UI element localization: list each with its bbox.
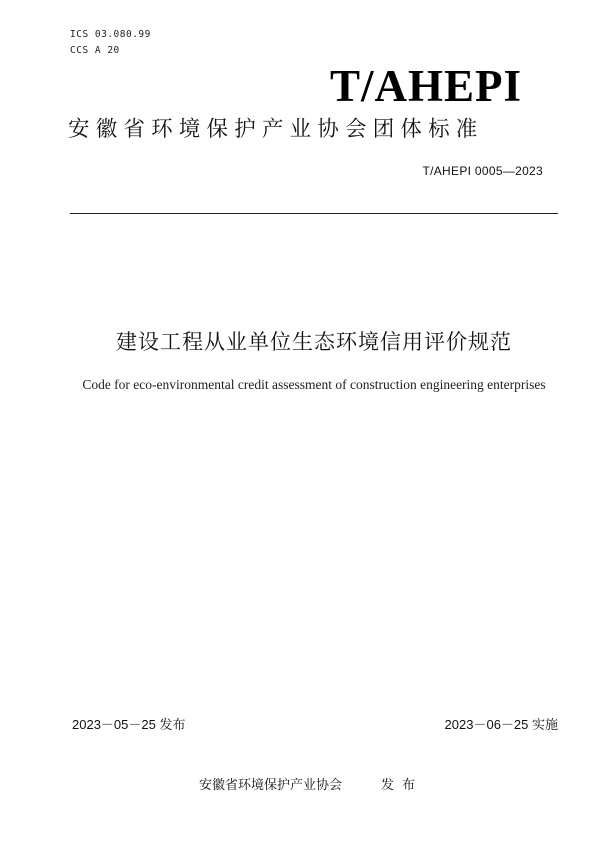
organization-logo: T/AHEPI <box>329 61 522 111</box>
ics-code: ICS 03.080.99 <box>70 29 151 40</box>
issue-date: 2023－05－25 发布 <box>72 717 186 732</box>
implementation-date: 2023－06－25 实施 <box>444 717 558 732</box>
publisher-name: 安徽省环境保护产业协会 <box>199 778 343 793</box>
publish-label: 发布 <box>381 778 424 793</box>
standard-number: T/AHEPI 0005—2023 <box>422 164 543 178</box>
document-title-chinese: 建设工程从业单位生态环境信用评价规范 <box>116 330 512 354</box>
document-title-english: Code for eco-environmental credit assessment of construction engineering enterprises <box>82 377 546 392</box>
ccs-code: CCS A 20 <box>70 45 120 56</box>
header-divider <box>70 213 558 214</box>
standard-type-heading: 安徽省环境保护产业协会团体标准 <box>68 117 484 142</box>
